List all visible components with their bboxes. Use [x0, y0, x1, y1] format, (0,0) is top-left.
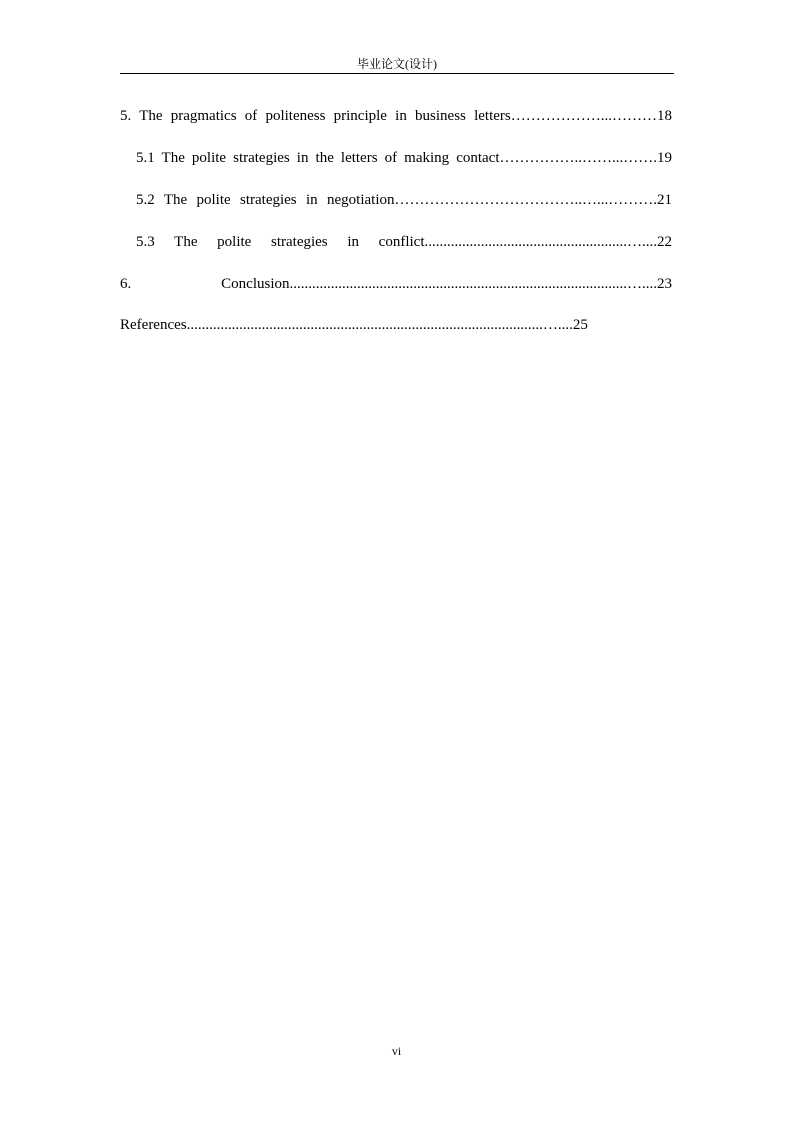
page-number: vi — [391, 1044, 402, 1058]
toc-entry-section-5-1[interactable] — [136, 146, 672, 170]
toc-entry-text: 5.2 The polite strategies in negotiation………………………………..…...……….21 — [136, 192, 672, 208]
toc-entry-text: 5.3 The polite strategies in conflict......................................................…....22 — [136, 234, 672, 250]
toc-entry-section-5-2[interactable] — [136, 188, 672, 212]
toc-entry-conclusion[interactable] — [120, 272, 672, 296]
running-header: 毕业论文(设计) — [357, 57, 437, 71]
toc-entry-text: 6. Conclusion..........................................................................................…....23 — [120, 276, 672, 292]
toc-entry-text: 5.1 The polite strategies in the letters of making contact……………..……...…….19 — [136, 150, 672, 166]
toc-entry-references[interactable] — [120, 313, 672, 337]
toc-entry-section-5[interactable] — [120, 104, 672, 128]
toc-entry-text: 5. The pragmatics of politeness principle in business letters………………...………18 — [120, 108, 672, 124]
toc-entry-section-5-3[interactable] — [136, 230, 672, 254]
toc-entry-text: References...............................................................................................…....25 — [120, 317, 588, 333]
header-rule — [120, 73, 674, 74]
